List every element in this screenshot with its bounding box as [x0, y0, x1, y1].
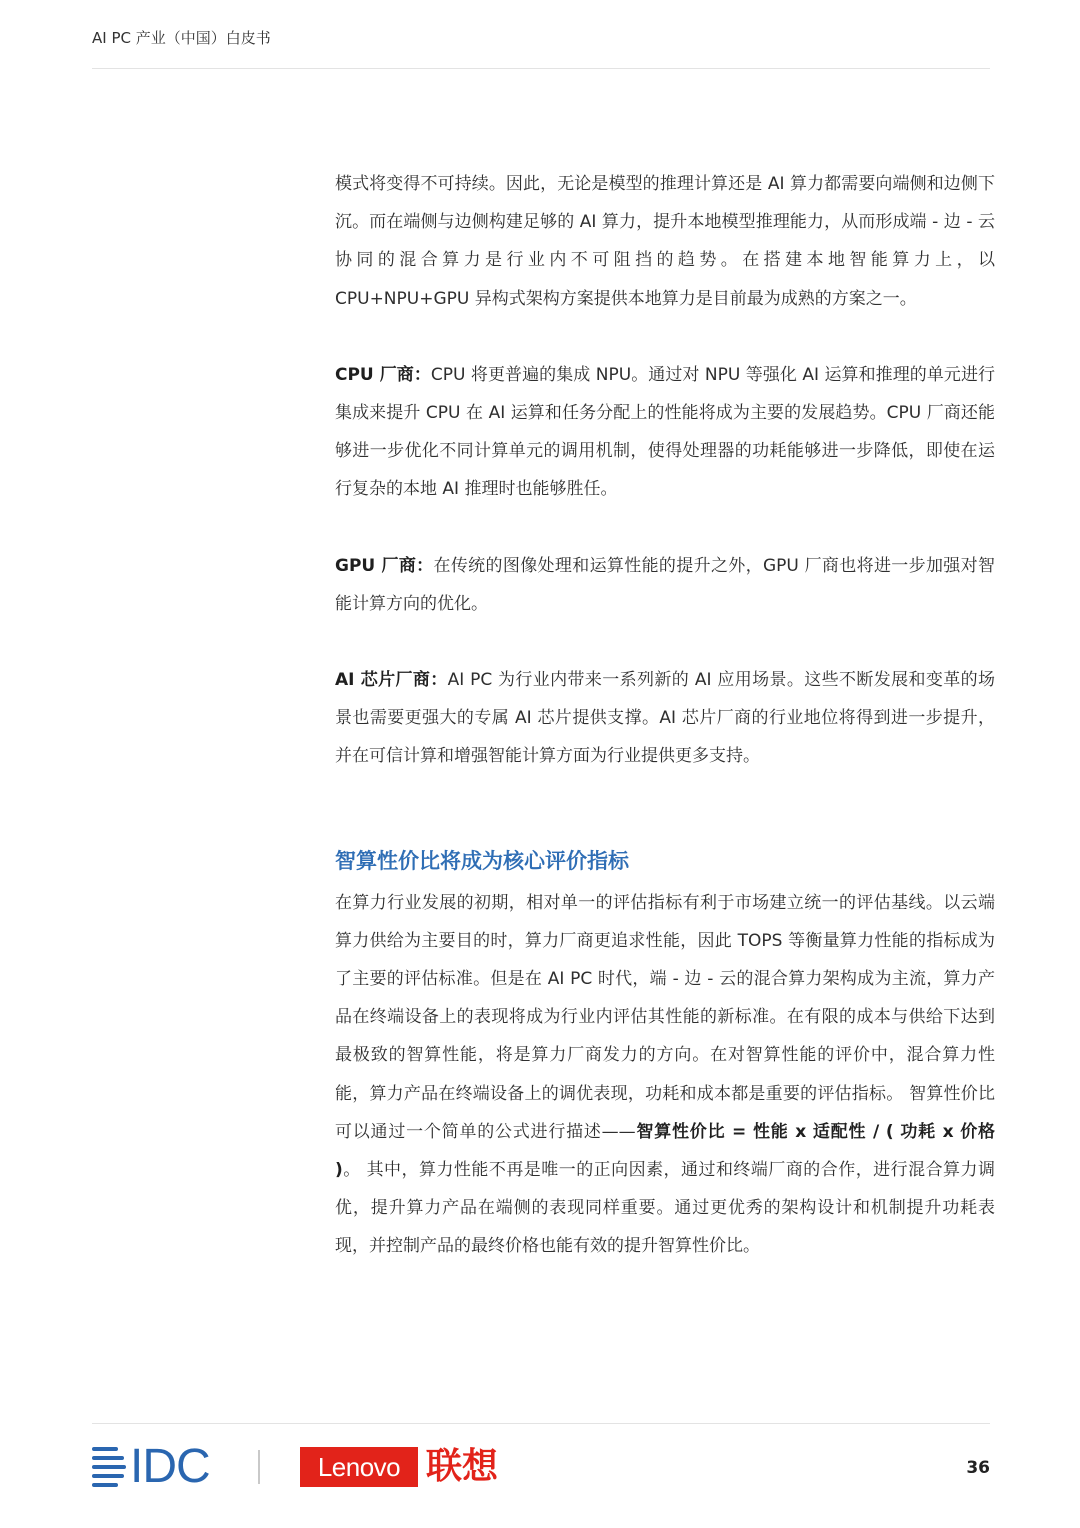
page-footer [92, 1440, 990, 1496]
main-content [335, 165, 995, 1266]
ai-chip-vendor-label: AI 芯片厂商： [335, 670, 448, 691]
ai-chip-vendor-paragraph [335, 661, 995, 776]
section-paragraph [335, 884, 995, 1266]
ai-chip-vendor-text: AI PC 为行业内带来一系列新的 AI 应用场景。这些不断发展和变革的场景也需要更强大的专属 AI 芯片提供支撑。AI 芯片厂商的行业地位将得到进一步提升，并在可信计算和增强智能计算方面为行业提供更多支持。 [335, 670, 995, 767]
gpu-vendor-text: 在传统的图像处理和运算性能的提升之外，GPU 厂商也将进一步加强对智能计算方向的优化。 [335, 555, 995, 614]
lenovo-chinese-logo: 联想 [426, 1446, 499, 1487]
cpu-vendor-text: CPU 将更普遍的集成 NPU。通过对 NPU 等强化 AI 运算和推理的单元进行集成来提升 CPU 在 AI 运算和任务分配上的性能将成为主要的发展趋势。CPU 厂商还能够进一步优化不同计算单元的调用机制，使得处理器的功耗能够进一步降低，即使在运行复杂的本地 AI 推理时也能够胜任。 [335, 364, 995, 500]
formula: 智算性价比 = 性能 x 适配性 / ( 功耗 x 价格 ) [335, 1121, 996, 1181]
cpu-vendor-paragraph [335, 356, 995, 509]
page-number: 36 [966, 1458, 990, 1478]
section-text-before: 在算力行业发展的初期，相对单一的评估指标有利于市场建立统一的评估基线。以云端算力供给为主要目的时，算力厂商更追求性能，因此 TOPS 等衡量算力性能的指标成为了主要的评估标准。但是在 AI PC 时代，端 - 边 - 云的混合算力架构成为主流，算力产品在终端设备上的表现将成为行业内评估其性能的新标准。在有限的成本与供给下达到最极致的智算性能，将是算力厂商发力的方向。在对智算性能的评价中，混合算力性能，算力产品在终端设备上的调优表现，功耗和成本都是重要的评估指标。 智算性价比可以通过一个简单的公式进行描述—— [335, 892, 995, 1142]
gpu-vendor-paragraph [335, 547, 995, 623]
cpu-vendor-label: CPU 厂商： [335, 364, 431, 385]
idc-logo-mark-icon [92, 1445, 126, 1490]
lenovo-logo: Lenovo [300, 1447, 418, 1487]
intro-paragraph [335, 165, 995, 318]
idc-logo [92, 1440, 210, 1493]
document-title: AI PC 产业（中国）白皮书 [92, 29, 271, 47]
section-heading: 智算性价比将成为核心评价指标 [335, 848, 629, 873]
intro-text: 模式将变得不可持续。因此，无论是模型的推理计算还是 AI 算力都需要向端侧和边侧下沉。而在端侧与边侧构建足够的 AI 算力，提升本地模型推理能力，从而形成端 - 边 - 云协同的混合算力是行业内不可阻挡的趋势。在搭建本地智能算力上，以 CPU+NPU+GPU 异构式架构方案提供本地算力是目前最为成熟的方案之一。 [335, 174, 995, 309]
logo-separator [258, 1450, 260, 1484]
page-header [92, 26, 990, 69]
section-text-after: 。 其中，算力性能不再是唯一的正向因素，通过和终端厂商的合作，进行混合算力调优，提升算力产品在端侧的表现同样重要。通过更优秀的架构设计和机制提升功耗表现，并控制产品的最终价格也能有效的提升智算性价比。 [335, 1160, 995, 1257]
idc-logo-text: IDC [130, 1440, 210, 1493]
gpu-vendor-label: GPU 厂商： [335, 555, 434, 576]
footer-divider [92, 1423, 990, 1424]
